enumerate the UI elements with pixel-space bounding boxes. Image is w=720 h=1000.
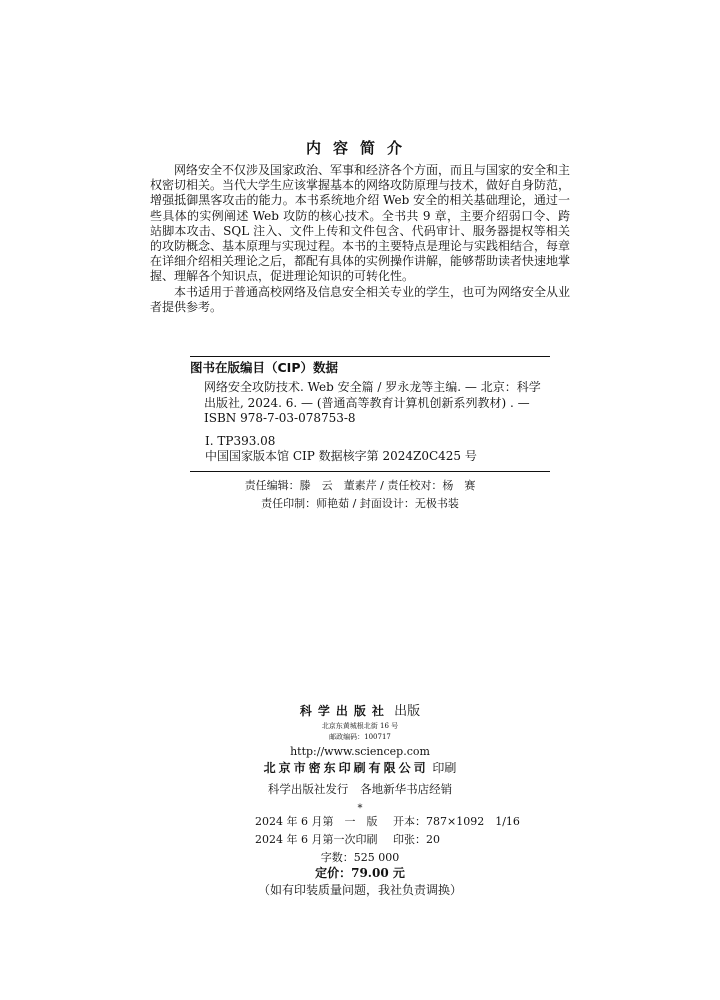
publisher-line	[0, 700, 720, 719]
edition-row	[255, 813, 532, 831]
editors-line-2: 责任印制：师艳茹 / 封面设计：无极书装	[261, 497, 459, 510]
summary-body	[150, 163, 570, 315]
summary-paragraph-2: 本书适用于普通高校网络及信息安全相关专业的学生，也可为网络安全从业者提供参考。	[150, 284, 571, 314]
printing-row	[255, 831, 532, 849]
sheets-text: 印张：20	[392, 833, 440, 846]
publisher-suffix: 出版	[394, 704, 421, 719]
cip-classification: Ⅰ. TP393.08	[205, 434, 276, 448]
cip-title: 图书在版编目（CIP）数据	[190, 360, 338, 375]
publisher-address: 北京东黄城根北街 16 号	[321, 722, 399, 730]
printing-text: 2024 年 6 月第一次印刷	[255, 833, 378, 846]
publisher-name: 科学出版社	[299, 704, 390, 718]
edition-info	[255, 813, 532, 849]
word-count: 字数：525 000	[320, 851, 400, 864]
format-text: 开本：787×1092 1/16	[392, 815, 520, 828]
distribution-line: 科学出版社发行 各地新华书店经销	[267, 782, 453, 796]
printer-line	[0, 759, 720, 776]
summary-paragraph-1: 网络安全不仅涉及国家政治、军事和经济各个方面，而且与国家的安全和主权密切相关。当代大学生应该掌握基本的网络攻防原理与技术，做好自身防范，增强抵御黑客攻击的能力。本书系统地介绍 Web 安全的相关基础理论，通过一些具体的实例阐述 Web 攻防的核心技术。全书共 9 章，主要介绍弱口令、跨站脚本攻击、SQL 注入、文件上传和文件包含、代码审计、服务器提权等相关的攻防概念、基本原理与实现过程。本书的主要特点是理论与实践相结合，每章在详细介绍相关理论之后，都配有具体的实例操作讲解，能够帮助读者快速地掌握、理解各个知识点，促进理论知识的可转化性。	[150, 163, 571, 284]
printer-name: 北京市密东印刷有限公司	[263, 761, 429, 775]
quality-notice: （如有印装质量问题，我社负责调换）	[257, 883, 462, 897]
publisher-url: http://www.sciencep.com	[290, 745, 430, 758]
editors-credits	[0, 477, 720, 513]
cip-record-text: 网络安全攻防技术. Web 安全篇 / 罗永龙等主编. — 北京：科学出版社, 2024. 6. — (普通高等教育计算机创新系列教材) . — ISBN 978-7-03-078753-8	[204, 380, 541, 425]
cip-certificate: 中国国家版本馆 CIP 数据核字第 2024Z0C425 号	[205, 449, 477, 463]
summary-title: 内容简介	[305, 139, 414, 157]
price: 定价：79.00 元	[315, 866, 405, 880]
publisher-zip: 邮政编码：100717	[329, 733, 391, 741]
cip-top-rule	[190, 356, 550, 357]
editors-line-1: 责任编辑：滕 云 董素芹 / 责任校对：杨 赛	[244, 479, 476, 492]
edition-text: 2024 年 6 月第 一 版	[255, 815, 378, 828]
printer-suffix: 印刷	[432, 761, 457, 775]
cip-bottom-rule	[190, 471, 550, 472]
cip-record	[190, 380, 550, 427]
separator-star: *	[357, 803, 363, 814]
